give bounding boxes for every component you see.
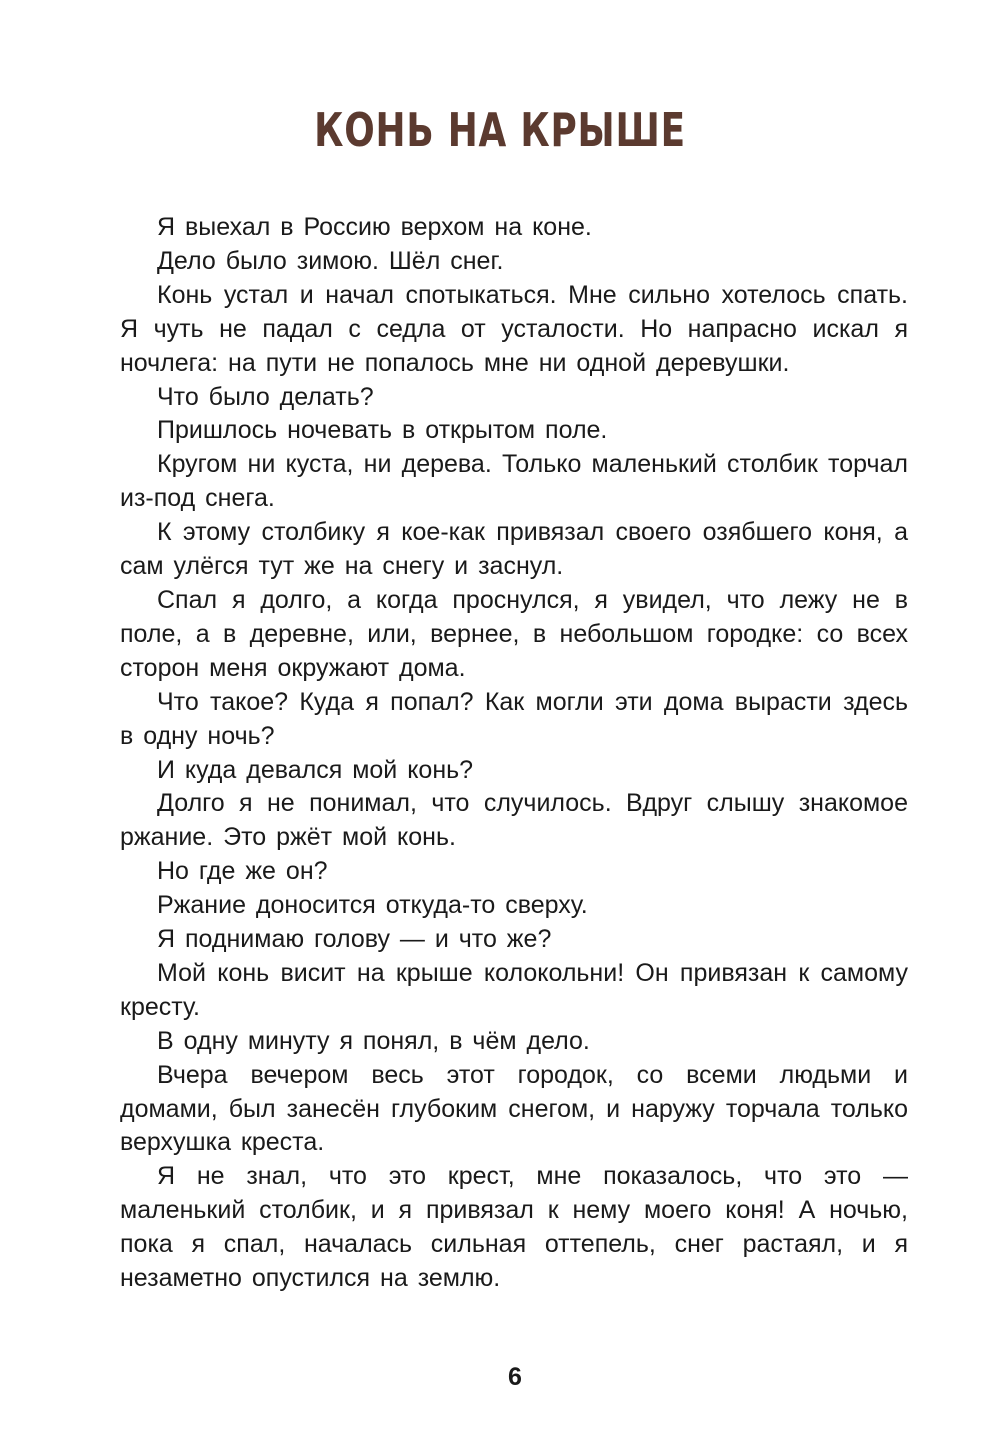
paragraph: Мой конь висит на крыше колокольни! Он привязан к самому кресту. (120, 958, 908, 1021)
paragraph: Вчера вечером весь этот городок, со всеми людьми и домами, был занесён глубоким снегом, и наружу торчала только верхушка креста. (120, 1060, 908, 1157)
paragraph: Пришлось ночевать в открытом поле. (157, 416, 608, 445)
paragraph: Но где же он? (157, 857, 328, 886)
chapter-title: КОНЬ НА КРЫШЕ (314, 103, 686, 157)
chapter-text (120, 211, 908, 1296)
paragraph: Я не знал, что это крест, мне показалось, что это — маленький столбик, и я привязал к нему моего коня! А ночью, пока я спал, началась сильная оттепель, снег растаял, и я незаметно опустился на землю. (120, 1162, 908, 1293)
paragraph: В одну минуту я понял, в чём дело. (157, 1026, 590, 1055)
paragraph: Я поднимаю голову — и что же? (157, 925, 552, 954)
paragraph: Кругом ни куста, ни дерева. Только маленький столбик торчал из-под снега. (120, 450, 908, 513)
paragraph: Что такое? Куда я попал? Как могли эти дома вырасти здесь в одну ночь? (120, 687, 908, 750)
page-number: 6 (508, 1363, 522, 1391)
paragraph: К этому столбику я кое-как привязал своего озябшего коня, а сам улёгся тут же на снегу и заснул. (120, 518, 908, 581)
paragraph: Я выехал в Россию верхом на коне. (157, 213, 592, 241)
paragraph: Что было делать? (157, 382, 374, 411)
paragraph: Конь устал и начал спотыкаться. Мне сильно хотелось спать. Я чуть не падал с седла от усталости. Но напрасно искал я ночлега: на пути не попалось мне ни одной деревушки. (120, 280, 908, 377)
paragraph: Ржание доносится откуда-то сверху. (157, 891, 588, 920)
paragraph: Спал я долго, а когда проснулся, я увидел, что лежу не в поле, а в деревне, или, вернее, в небольшом городке: со всех сторон меня окружают дома. (120, 585, 908, 682)
paragraph: Дело было зимою. Шёл снег. (157, 246, 504, 275)
paragraph: И куда девался мой конь? (157, 755, 474, 784)
paragraph: Долго я не понимал, что случилось. Вдруг слышу знакомое ржание. Это ржёт мой конь. (120, 789, 908, 852)
